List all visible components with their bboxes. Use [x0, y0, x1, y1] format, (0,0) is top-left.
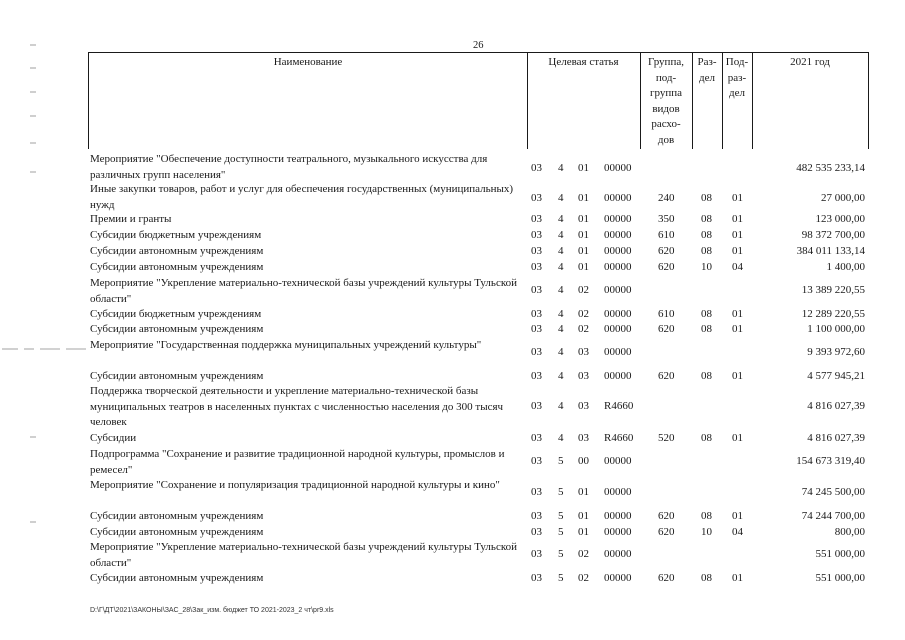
row-code-2: 5: [558, 455, 564, 467]
row-code-4: R4660: [604, 432, 634, 444]
row-code-4: 00000: [604, 323, 632, 335]
row-razdel: 08: [701, 323, 712, 335]
row-code-1: 03: [531, 192, 542, 204]
row-name: Премии и гранты: [90, 213, 172, 225]
row-group: 620: [658, 526, 675, 538]
row-code-3: 02: [578, 308, 589, 320]
row-razdel: 08: [701, 432, 712, 444]
row-name: Мероприятие "Укрепление материально-технической базы учреждений культуры Тульской области": [90, 541, 517, 569]
row-group: 620: [658, 245, 675, 257]
row-code-2: 4: [558, 229, 564, 241]
row-code-2: 4: [558, 323, 564, 335]
row-name: Поддержка творческой деятельности и укрепление материально-технической базы муниципальных театров в населенных пунктах с численностью населения до 300 тысяч человек: [90, 385, 504, 428]
row-code-2: 4: [558, 284, 564, 296]
row-group: 620: [658, 572, 675, 584]
row-amount: 551 000,00: [815, 548, 865, 560]
row-razdel: 08: [701, 510, 712, 522]
header-expense-group: Группа, под- группа видов расхо- дов: [648, 56, 684, 146]
row-razdel: 08: [701, 192, 712, 204]
row-amount: 12 289 220,55: [801, 308, 865, 320]
row-amount: 123 000,00: [815, 213, 865, 225]
header-year: 2021 год: [790, 56, 830, 68]
row-name: Мероприятие "Укрепление материально-технической базы учреждений культуры Тульской области": [90, 277, 517, 305]
row-podrazdel: 01: [732, 229, 743, 241]
row-podrazdel: 01: [732, 308, 743, 320]
row-code-4: 00000: [604, 510, 632, 522]
row-code-1: 03: [531, 510, 542, 522]
table-row: [0, 338, 905, 369]
row-code-1: 03: [531, 455, 542, 467]
row-code-3: 02: [578, 284, 589, 296]
row-amount: 154 673 319,40: [796, 455, 865, 467]
table-row: [0, 447, 905, 478]
table-row: [0, 509, 905, 525]
table-row: [0, 384, 905, 431]
row-podrazdel: 01: [732, 572, 743, 584]
row-code-1: 03: [531, 548, 542, 560]
table-row: [0, 322, 905, 338]
row-name: Субсидии автономным учреждениям: [90, 526, 264, 538]
row-code-1: 03: [531, 213, 542, 225]
row-razdel: 10: [701, 261, 712, 273]
row-code-4: 00000: [604, 213, 632, 225]
table-row: [0, 369, 905, 385]
row-name: Субсидии автономным учреждениям: [90, 261, 264, 273]
row-code-4: 00000: [604, 346, 632, 358]
row-code-4: 00000: [604, 526, 632, 538]
row-amount: 74 245 500,00: [801, 486, 865, 498]
table-row: [0, 431, 905, 447]
row-code-4: 00000: [604, 548, 632, 560]
row-code-1: 03: [531, 346, 542, 358]
row-name: Мероприятие "Государственная поддержка муниципальных учреждений культуры": [90, 339, 482, 351]
row-name: Субсидии автономным учреждениям: [90, 323, 264, 335]
row-code-1: 03: [531, 308, 542, 320]
row-name: Иные закупки товаров, работ и услуг для обеспечения государственных (муниципальных) нужд: [90, 183, 514, 211]
row-amount: 4 577 945,21: [807, 370, 865, 382]
table-row: [0, 212, 905, 228]
row-code-1: 03: [531, 432, 542, 444]
row-name: Субсидии автономным учреждениям: [90, 370, 264, 382]
page-number: 26: [473, 40, 484, 51]
row-code-3: 02: [578, 548, 589, 560]
header-razdel: Раз- дел: [697, 56, 717, 84]
row-code-3: 02: [578, 323, 589, 335]
header-name: Наименование: [273, 56, 343, 68]
row-code-4: 00000: [604, 245, 632, 257]
row-amount: 74 244 700,00: [801, 510, 865, 522]
row-code-2: 5: [558, 486, 564, 498]
row-code-1: 03: [531, 229, 542, 241]
row-code-4: 00000: [604, 192, 632, 204]
row-razdel: 08: [701, 229, 712, 241]
row-razdel: 08: [701, 572, 712, 584]
row-code-2: 5: [558, 572, 564, 584]
row-code-1: 03: [531, 245, 542, 257]
row-code-2: 4: [558, 162, 564, 174]
row-code-3: 01: [578, 245, 589, 257]
row-amount: 98 372 700,00: [801, 229, 865, 241]
row-razdel: 08: [701, 245, 712, 257]
row-name: Субсидии автономным учреждениям: [90, 245, 264, 257]
row-group: 520: [658, 432, 675, 444]
row-group: 620: [658, 510, 675, 522]
row-code-3: 03: [578, 400, 589, 412]
row-group: 620: [658, 323, 675, 335]
row-podrazdel: 01: [732, 245, 743, 257]
table-row: [0, 525, 905, 541]
row-code-2: 4: [558, 432, 564, 444]
row-podrazdel: 04: [732, 261, 743, 273]
row-podrazdel: 01: [732, 510, 743, 522]
row-amount: 13 389 220,55: [801, 284, 865, 296]
row-amount: 384 011 133,14: [796, 245, 865, 257]
row-group: 350: [658, 213, 675, 225]
row-group: 610: [658, 308, 675, 320]
row-podrazdel: 04: [732, 526, 743, 538]
row-amount: 4 816 027,39: [807, 432, 865, 444]
row-code-2: 4: [558, 261, 564, 273]
row-code-1: 03: [531, 284, 542, 296]
row-code-2: 5: [558, 510, 564, 522]
row-amount: 800,00: [834, 526, 865, 538]
row-amount: 4 816 027,39: [807, 400, 865, 412]
row-code-3: 03: [578, 432, 589, 444]
row-code-1: 03: [531, 370, 542, 382]
table-row: [0, 276, 905, 307]
row-amount: 27 000,00: [821, 192, 865, 204]
row-code-3: 01: [578, 510, 589, 522]
row-code-2: 4: [558, 346, 564, 358]
row-code-3: 01: [578, 213, 589, 225]
row-code-3: 00: [578, 455, 589, 467]
row-code-2: 4: [558, 245, 564, 257]
row-amount: 9 393 972,60: [807, 346, 865, 358]
row-group: 620: [658, 370, 675, 382]
row-code-4: 00000: [604, 162, 632, 174]
row-code-4: 00000: [604, 284, 632, 296]
row-amount: 551 000,00: [815, 572, 865, 584]
row-podrazdel: 01: [732, 213, 743, 225]
row-razdel: 10: [701, 526, 712, 538]
table-row: [0, 571, 905, 587]
row-podrazdel: 01: [732, 432, 743, 444]
row-code-2: 4: [558, 400, 564, 412]
row-code-3: 01: [578, 261, 589, 273]
row-name: Субсидии бюджетным учреждениям: [90, 308, 262, 320]
row-podrazdel: 01: [732, 370, 743, 382]
row-code-4: 00000: [604, 572, 632, 584]
row-name: Субсидии автономным учреждениям: [90, 510, 264, 522]
row-code-2: 4: [558, 213, 564, 225]
row-amount: 1 100 000,00: [807, 323, 865, 335]
table-header: [88, 52, 869, 149]
row-code-1: 03: [531, 162, 542, 174]
row-code-3: 01: [578, 162, 589, 174]
row-code-4: 00000: [604, 308, 632, 320]
row-razdel: 08: [701, 213, 712, 225]
table-row: [0, 152, 905, 183]
table-row: [0, 540, 905, 571]
table-row: [0, 228, 905, 244]
row-code-3: 02: [578, 572, 589, 584]
row-code-3: 03: [578, 346, 589, 358]
row-code-3: 03: [578, 370, 589, 382]
row-amount: 1 400,00: [826, 261, 865, 273]
row-code-1: 03: [531, 526, 542, 538]
row-razdel: 08: [701, 308, 712, 320]
row-code-3: 01: [578, 486, 589, 498]
row-code-4: 00000: [604, 229, 632, 241]
row-name: Мероприятие "Сохранение и популяризация традиционной народной культуры и кино": [90, 479, 500, 491]
row-amount: 482 535 233,14: [796, 162, 865, 174]
row-name: Субсидии автономным учреждениям: [90, 572, 264, 584]
row-code-1: 03: [531, 486, 542, 498]
row-code-3: 01: [578, 229, 589, 241]
row-code-2: 4: [558, 308, 564, 320]
row-group: 610: [658, 229, 675, 241]
row-code-1: 03: [531, 323, 542, 335]
table-row: [0, 182, 905, 213]
table-row: [0, 260, 905, 276]
row-code-2: 5: [558, 526, 564, 538]
row-code-2: 5: [558, 548, 564, 560]
row-code-3: 01: [578, 526, 589, 538]
header-target-article: Целевая статья: [548, 56, 619, 68]
table-row: [0, 244, 905, 260]
row-name: Субсидии: [90, 432, 137, 444]
file-path-footer: D:\Г\ДТ\2021\ЗАКОНЫ\ЗАС_28\Зак_изм. бюджет ТО 2021-2023_2 чт\pr9.xls: [90, 607, 334, 614]
row-name: Субсидии бюджетным учреждениям: [90, 229, 262, 241]
row-code-2: 4: [558, 370, 564, 382]
row-code-4: 00000: [604, 261, 632, 273]
table-row: [0, 478, 905, 509]
row-code-4: 00000: [604, 486, 632, 498]
header-podrazdel: Под- раз- дел: [725, 56, 749, 99]
row-code-2: 4: [558, 192, 564, 204]
row-group: 240: [658, 192, 675, 204]
row-code-1: 03: [531, 400, 542, 412]
row-podrazdel: 01: [732, 192, 743, 204]
row-code-4: 00000: [604, 455, 632, 467]
row-group: 620: [658, 261, 675, 273]
row-name: Подпрограмма "Сохранение и развитие традиционной народной культуры, промыслов и ремесел": [90, 448, 505, 476]
row-name: Мероприятие "Обеспечение доступности театрального, музыкального искусства для различных групп населения": [90, 153, 488, 181]
row-code-1: 03: [531, 572, 542, 584]
row-code-4: 00000: [604, 370, 632, 382]
row-razdel: 08: [701, 370, 712, 382]
row-podrazdel: 01: [732, 323, 743, 335]
table-row: [0, 307, 905, 323]
row-code-3: 01: [578, 192, 589, 204]
row-code-1: 03: [531, 261, 542, 273]
row-code-4: R4660: [604, 400, 634, 412]
